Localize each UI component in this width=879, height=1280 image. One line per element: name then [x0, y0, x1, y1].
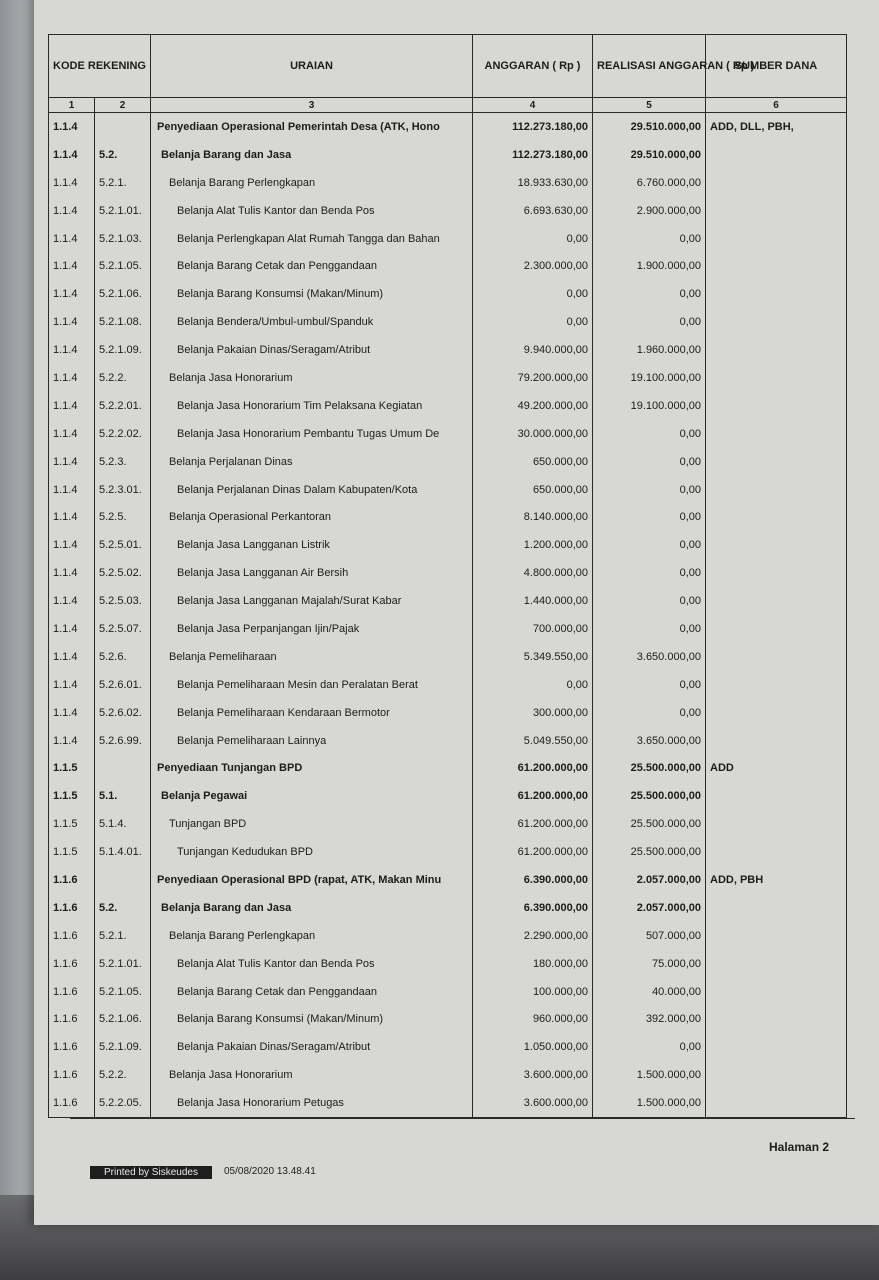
anggaran-cell: 49.200.000,00	[473, 392, 593, 420]
sumber-dana-cell	[706, 922, 847, 950]
uraian-cell: Belanja Jasa Langganan Air Bersih	[151, 559, 473, 587]
sumber-dana-cell	[706, 280, 847, 308]
kode-2-cell: 5.1.4.	[95, 810, 151, 838]
anggaran-cell: 61.200.000,00	[473, 782, 593, 810]
kode-1-cell: 1.1.5	[49, 754, 95, 782]
header-uraian: URAIAN	[151, 35, 473, 98]
anggaran-cell: 18.933.630,00	[473, 169, 593, 197]
anggaran-cell: 112.273.180,00	[473, 141, 593, 169]
table-row	[49, 643, 847, 671]
table-row	[49, 1033, 847, 1061]
uraian-cell: Belanja Barang Perlengkapan	[151, 169, 473, 197]
realisasi-cell: 0,00	[593, 615, 706, 643]
table-row	[49, 950, 847, 978]
anggaran-cell: 180.000,00	[473, 950, 593, 978]
page-number: Halaman 2	[769, 1140, 830, 1154]
sumber-dana-cell	[706, 531, 847, 559]
anggaran-cell: 30.000.000,00	[473, 420, 593, 448]
uraian-cell: Belanja Perjalanan Dinas	[151, 448, 473, 476]
sumber-dana-cell: ADD, DLL, PBH,	[706, 113, 847, 141]
anggaran-cell: 1.200.000,00	[473, 531, 593, 559]
printed-by-label: Printed by Siskeudes	[90, 1166, 212, 1179]
uraian-cell: Penyediaan Operasional Pemerintah Desa (ATK, Hono	[151, 113, 473, 141]
realisasi-cell: 40.000,00	[593, 978, 706, 1006]
sumber-dana-cell	[706, 1089, 847, 1117]
kode-1-cell: 1.1.4	[49, 671, 95, 699]
uraian-cell: Belanja Jasa Honorarium	[151, 1061, 473, 1089]
table-row	[49, 197, 847, 225]
kode-2-cell: 5.2.	[95, 141, 151, 169]
header-realisasi: REALISASI ANGGARAN ( Rp )	[593, 35, 706, 98]
kode-2-cell: 5.2.1.06.	[95, 280, 151, 308]
kode-2-cell: 5.2.6.99.	[95, 727, 151, 755]
kode-2-cell: 5.2.1.09.	[95, 1033, 151, 1061]
anggaran-cell: 0,00	[473, 280, 593, 308]
realisasi-cell: 0,00	[593, 280, 706, 308]
table-row	[49, 838, 847, 866]
kode-1-cell: 1.1.6	[49, 894, 95, 922]
table-row	[49, 392, 847, 420]
anggaran-cell: 650.000,00	[473, 476, 593, 504]
realisasi-cell: 0,00	[593, 225, 706, 253]
realisasi-cell: 29.510.000,00	[593, 141, 706, 169]
anggaran-cell: 61.200.000,00	[473, 838, 593, 866]
kode-1-cell: 1.1.4	[49, 364, 95, 392]
uraian-cell: Belanja Pemeliharaan Kendaraan Bermotor	[151, 699, 473, 727]
sumber-dana-cell	[706, 169, 847, 197]
kode-2-cell: 5.2.2.05.	[95, 1089, 151, 1117]
kode-2-cell: 5.2.6.02.	[95, 699, 151, 727]
table-row	[49, 894, 847, 922]
table-row	[49, 782, 847, 810]
sumber-dana-cell	[706, 950, 847, 978]
kode-2-cell: 5.2.1.01.	[95, 197, 151, 225]
realisasi-cell: 0,00	[593, 448, 706, 476]
anggaran-cell: 0,00	[473, 671, 593, 699]
anggaran-cell: 61.200.000,00	[473, 810, 593, 838]
kode-2-cell: 5.2.5.	[95, 503, 151, 531]
kode-2-cell: 5.2.2.	[95, 364, 151, 392]
anggaran-cell: 650.000,00	[473, 448, 593, 476]
header-kode-rekening: KODE REKENING	[49, 35, 151, 98]
realisasi-cell: 19.100.000,00	[593, 364, 706, 392]
uraian-cell: Belanja Barang Cetak dan Penggandaan	[151, 978, 473, 1006]
sumber-dana-cell	[706, 336, 847, 364]
table-row	[49, 448, 847, 476]
sumber-dana-cell: ADD, PBH	[706, 866, 847, 894]
anggaran-cell: 0,00	[473, 308, 593, 336]
table-row	[49, 308, 847, 336]
column-number-row	[49, 98, 847, 113]
uraian-cell: Belanja Jasa Honorarium Petugas	[151, 1089, 473, 1117]
anggaran-cell: 2.290.000,00	[473, 922, 593, 950]
realisasi-cell: 19.100.000,00	[593, 392, 706, 420]
uraian-cell: Belanja Perjalanan Dinas Dalam Kabupaten/Kota	[151, 476, 473, 504]
sumber-dana-cell	[706, 1033, 847, 1061]
sumber-dana-cell	[706, 559, 847, 587]
header-row	[49, 35, 847, 98]
table-row	[49, 1061, 847, 1089]
table-row	[49, 225, 847, 253]
sumber-dana-cell	[706, 587, 847, 615]
kode-2-cell: 5.2.1.08.	[95, 308, 151, 336]
realisasi-cell: 2.900.000,00	[593, 197, 706, 225]
kode-2-cell: 5.2.2.01.	[95, 392, 151, 420]
realisasi-cell: 0,00	[593, 699, 706, 727]
realisasi-cell: 25.500.000,00	[593, 782, 706, 810]
col-number-6: 6	[706, 98, 847, 113]
table-row	[49, 336, 847, 364]
kode-1-cell: 1.1.4	[49, 141, 95, 169]
uraian-cell: Belanja Pemeliharaan	[151, 643, 473, 671]
kode-2-cell: 5.2.3.	[95, 448, 151, 476]
kode-2-cell: 5.2.5.02.	[95, 559, 151, 587]
table-row	[49, 476, 847, 504]
kode-2-cell: 5.2.3.01.	[95, 476, 151, 504]
sumber-dana-cell	[706, 699, 847, 727]
kode-1-cell: 1.1.5	[49, 782, 95, 810]
realisasi-cell: 0,00	[593, 587, 706, 615]
table-row	[49, 141, 847, 169]
kode-1-cell: 1.1.6	[49, 1033, 95, 1061]
sumber-dana-cell	[706, 1061, 847, 1089]
kode-2-cell	[95, 113, 151, 141]
kode-2-cell	[95, 754, 151, 782]
uraian-cell: Belanja Alat Tulis Kantor dan Benda Pos	[151, 197, 473, 225]
kode-1-cell: 1.1.4	[49, 113, 95, 141]
realisasi-cell: 3.650.000,00	[593, 727, 706, 755]
kode-2-cell: 5.2.1.03.	[95, 225, 151, 253]
sumber-dana-cell	[706, 615, 847, 643]
uraian-cell: Belanja Operasional Perkantoran	[151, 503, 473, 531]
anggaran-cell: 5.049.550,00	[473, 727, 593, 755]
kode-2-cell	[95, 866, 151, 894]
sumber-dana-cell	[706, 894, 847, 922]
realisasi-cell: 25.500.000,00	[593, 810, 706, 838]
sumber-dana-cell	[706, 392, 847, 420]
sumber-dana-cell	[706, 448, 847, 476]
kode-2-cell: 5.2.1.05.	[95, 978, 151, 1006]
uraian-cell: Belanja Barang Perlengkapan	[151, 922, 473, 950]
uraian-cell: Belanja Barang dan Jasa	[151, 141, 473, 169]
uraian-cell: Belanja Jasa Honorarium	[151, 364, 473, 392]
sumber-dana-cell	[706, 420, 847, 448]
table-row	[49, 754, 847, 782]
table-row	[49, 587, 847, 615]
uraian-cell: Belanja Pakaian Dinas/Seragam/Atribut	[151, 1033, 473, 1061]
kode-2-cell: 5.1.4.01.	[95, 838, 151, 866]
sumber-dana-cell	[706, 810, 847, 838]
header-sumber-dana: SUMBER DANA	[706, 35, 847, 98]
kode-1-cell: 1.1.4	[49, 308, 95, 336]
anggaran-cell: 300.000,00	[473, 699, 593, 727]
kode-1-cell: 1.1.4	[49, 699, 95, 727]
kode-2-cell: 5.2.2.02.	[95, 420, 151, 448]
kode-1-cell: 1.1.4	[49, 643, 95, 671]
kode-1-cell: 1.1.4	[49, 392, 95, 420]
table-row	[49, 559, 847, 587]
kode-1-cell: 1.1.4	[49, 559, 95, 587]
sumber-dana-cell	[706, 1006, 847, 1034]
anggaran-cell: 8.140.000,00	[473, 503, 593, 531]
sumber-dana-cell	[706, 197, 847, 225]
uraian-cell: Belanja Jasa Langganan Majalah/Surat Kabar	[151, 587, 473, 615]
anggaran-cell: 0,00	[473, 225, 593, 253]
print-timestamp: 05/08/2020 13.48.41	[224, 1166, 316, 1177]
realisasi-cell: 75.000,00	[593, 950, 706, 978]
kode-1-cell: 1.1.4	[49, 587, 95, 615]
uraian-cell: Tunjangan Kedudukan BPD	[151, 838, 473, 866]
sumber-dana-cell	[706, 727, 847, 755]
realisasi-cell: 1.500.000,00	[593, 1089, 706, 1117]
realisasi-cell: 1.500.000,00	[593, 1061, 706, 1089]
kode-2-cell: 5.2.5.07.	[95, 615, 151, 643]
table-row	[49, 671, 847, 699]
kode-2-cell: 5.2.	[95, 894, 151, 922]
uraian-cell: Belanja Bendera/Umbul-umbul/Spanduk	[151, 308, 473, 336]
kode-1-cell: 1.1.4	[49, 197, 95, 225]
uraian-cell: Belanja Jasa Langganan Listrik	[151, 531, 473, 559]
uraian-cell: Belanja Perlengkapan Alat Rumah Tangga dan Bahan	[151, 225, 473, 253]
sumber-dana-cell	[706, 225, 847, 253]
kode-1-cell: 1.1.4	[49, 169, 95, 197]
anggaran-cell: 9.940.000,00	[473, 336, 593, 364]
table-row	[49, 113, 847, 141]
anggaran-cell: 6.390.000,00	[473, 894, 593, 922]
table-row	[49, 922, 847, 950]
table-row	[49, 503, 847, 531]
sumber-dana-cell: ADD	[706, 754, 847, 782]
uraian-cell: Belanja Pemeliharaan Lainnya	[151, 727, 473, 755]
table-row	[49, 978, 847, 1006]
uraian-cell: Belanja Pakaian Dinas/Seragam/Atribut	[151, 336, 473, 364]
table-body	[49, 113, 847, 1118]
realisasi-cell: 2.057.000,00	[593, 894, 706, 922]
realisasi-cell: 1.960.000,00	[593, 336, 706, 364]
sumber-dana-cell	[706, 978, 847, 1006]
realisasi-cell: 0,00	[593, 559, 706, 587]
kode-2-cell: 5.2.1.01.	[95, 950, 151, 978]
realisasi-cell: 0,00	[593, 503, 706, 531]
sumber-dana-cell	[706, 252, 847, 280]
kode-2-cell: 5.2.1.	[95, 922, 151, 950]
kode-2-cell: 5.2.6.	[95, 643, 151, 671]
col-number-3: 3	[151, 98, 473, 113]
realisasi-cell: 25.500.000,00	[593, 754, 706, 782]
table-row	[49, 364, 847, 392]
kode-1-cell: 1.1.4	[49, 727, 95, 755]
table-row	[49, 420, 847, 448]
table-row	[49, 1006, 847, 1034]
realisasi-cell: 6.760.000,00	[593, 169, 706, 197]
uraian-cell: Penyediaan Tunjangan BPD	[151, 754, 473, 782]
kode-1-cell: 1.1.4	[49, 280, 95, 308]
table-row	[49, 280, 847, 308]
sumber-dana-cell	[706, 476, 847, 504]
uraian-cell: Belanja Jasa Honorarium Tim Pelaksana Kegiatan	[151, 392, 473, 420]
table-row	[49, 169, 847, 197]
sumber-dana-cell	[706, 838, 847, 866]
footer-divider	[70, 1118, 855, 1119]
uraian-cell: Belanja Barang Cetak dan Penggandaan	[151, 252, 473, 280]
uraian-cell: Belanja Pegawai	[151, 782, 473, 810]
anggaran-cell: 1.440.000,00	[473, 587, 593, 615]
table-row	[49, 1089, 847, 1117]
kode-2-cell: 5.2.6.01.	[95, 671, 151, 699]
uraian-cell: Belanja Barang dan Jasa	[151, 894, 473, 922]
kode-1-cell: 1.1.4	[49, 420, 95, 448]
kode-1-cell: 1.1.6	[49, 866, 95, 894]
kode-1-cell: 1.1.6	[49, 950, 95, 978]
anggaran-cell: 960.000,00	[473, 1006, 593, 1034]
kode-2-cell: 5.1.	[95, 782, 151, 810]
realisasi-cell: 25.500.000,00	[593, 838, 706, 866]
kode-2-cell: 5.2.1.	[95, 169, 151, 197]
kode-2-cell: 5.2.1.06.	[95, 1006, 151, 1034]
kode-1-cell: 1.1.6	[49, 922, 95, 950]
realisasi-cell: 2.057.000,00	[593, 866, 706, 894]
anggaran-cell: 112.273.180,00	[473, 113, 593, 141]
realisasi-cell: 3.650.000,00	[593, 643, 706, 671]
uraian-cell: Tunjangan BPD	[151, 810, 473, 838]
realisasi-cell: 0,00	[593, 308, 706, 336]
kode-2-cell: 5.2.2.	[95, 1061, 151, 1089]
anggaran-cell: 1.050.000,00	[473, 1033, 593, 1061]
anggaran-cell: 3.600.000,00	[473, 1061, 593, 1089]
realisasi-cell: 0,00	[593, 1033, 706, 1061]
sumber-dana-cell	[706, 643, 847, 671]
anggaran-cell: 700.000,00	[473, 615, 593, 643]
kode-1-cell: 1.1.4	[49, 252, 95, 280]
kode-2-cell: 5.2.5.03.	[95, 587, 151, 615]
table-row	[49, 810, 847, 838]
realisasi-cell: 507.000,00	[593, 922, 706, 950]
header-anggaran: ANGGARAN ( Rp )	[473, 35, 593, 98]
kode-1-cell: 1.1.4	[49, 531, 95, 559]
col-number-5: 5	[593, 98, 706, 113]
uraian-cell: Belanja Jasa Perpanjangan Ijin/Pajak	[151, 615, 473, 643]
anggaran-cell: 100.000,00	[473, 978, 593, 1006]
anggaran-cell: 4.800.000,00	[473, 559, 593, 587]
anggaran-cell: 5.349.550,00	[473, 643, 593, 671]
col-number-4: 4	[473, 98, 593, 113]
uraian-cell: Belanja Pemeliharaan Mesin dan Peralatan Berat	[151, 671, 473, 699]
anggaran-cell: 6.390.000,00	[473, 866, 593, 894]
kode-1-cell: 1.1.5	[49, 810, 95, 838]
sumber-dana-cell	[706, 364, 847, 392]
uraian-cell: Penyediaan Operasional BPD (rapat, ATK, Makan Minu	[151, 866, 473, 894]
sumber-dana-cell	[706, 503, 847, 531]
anggaran-cell: 79.200.000,00	[473, 364, 593, 392]
kode-1-cell: 1.1.6	[49, 1006, 95, 1034]
kode-2-cell: 5.2.5.01.	[95, 531, 151, 559]
realisasi-cell: 29.510.000,00	[593, 113, 706, 141]
realisasi-cell: 0,00	[593, 671, 706, 699]
kode-1-cell: 1.1.4	[49, 503, 95, 531]
anggaran-cell: 2.300.000,00	[473, 252, 593, 280]
uraian-cell: Belanja Barang Konsumsi (Makan/Minum)	[151, 1006, 473, 1034]
col-number-2: 2	[95, 98, 151, 113]
realisasi-cell: 392.000,00	[593, 1006, 706, 1034]
kode-1-cell: 1.1.5	[49, 838, 95, 866]
realisasi-cell: 0,00	[593, 420, 706, 448]
sumber-dana-cell	[706, 141, 847, 169]
table-row	[49, 866, 847, 894]
anggaran-cell: 3.600.000,00	[473, 1089, 593, 1117]
report-page	[34, 0, 879, 1225]
sumber-dana-cell	[706, 308, 847, 336]
realisasi-cell: 1.900.000,00	[593, 252, 706, 280]
sumber-dana-cell	[706, 782, 847, 810]
table-row	[49, 727, 847, 755]
table-row	[49, 699, 847, 727]
budget-realization-table	[48, 34, 847, 1118]
realisasi-cell: 0,00	[593, 531, 706, 559]
kode-1-cell: 1.1.4	[49, 336, 95, 364]
col-number-1: 1	[49, 98, 95, 113]
realisasi-cell: 0,00	[593, 476, 706, 504]
uraian-cell: Belanja Barang Konsumsi (Makan/Minum)	[151, 280, 473, 308]
kode-1-cell: 1.1.4	[49, 448, 95, 476]
kode-1-cell: 1.1.6	[49, 978, 95, 1006]
kode-1-cell: 1.1.6	[49, 1089, 95, 1117]
kode-1-cell: 1.1.4	[49, 615, 95, 643]
kode-2-cell: 5.2.1.09.	[95, 336, 151, 364]
kode-2-cell: 5.2.1.05.	[95, 252, 151, 280]
table-row	[49, 615, 847, 643]
sumber-dana-cell	[706, 671, 847, 699]
kode-1-cell: 1.1.4	[49, 225, 95, 253]
uraian-cell: Belanja Jasa Honorarium Pembantu Tugas Umum De	[151, 420, 473, 448]
uraian-cell: Belanja Alat Tulis Kantor dan Benda Pos	[151, 950, 473, 978]
anggaran-cell: 6.693.630,00	[473, 197, 593, 225]
anggaran-cell: 61.200.000,00	[473, 754, 593, 782]
table-row	[49, 531, 847, 559]
kode-1-cell: 1.1.4	[49, 476, 95, 504]
table-row	[49, 252, 847, 280]
kode-1-cell: 1.1.6	[49, 1061, 95, 1089]
